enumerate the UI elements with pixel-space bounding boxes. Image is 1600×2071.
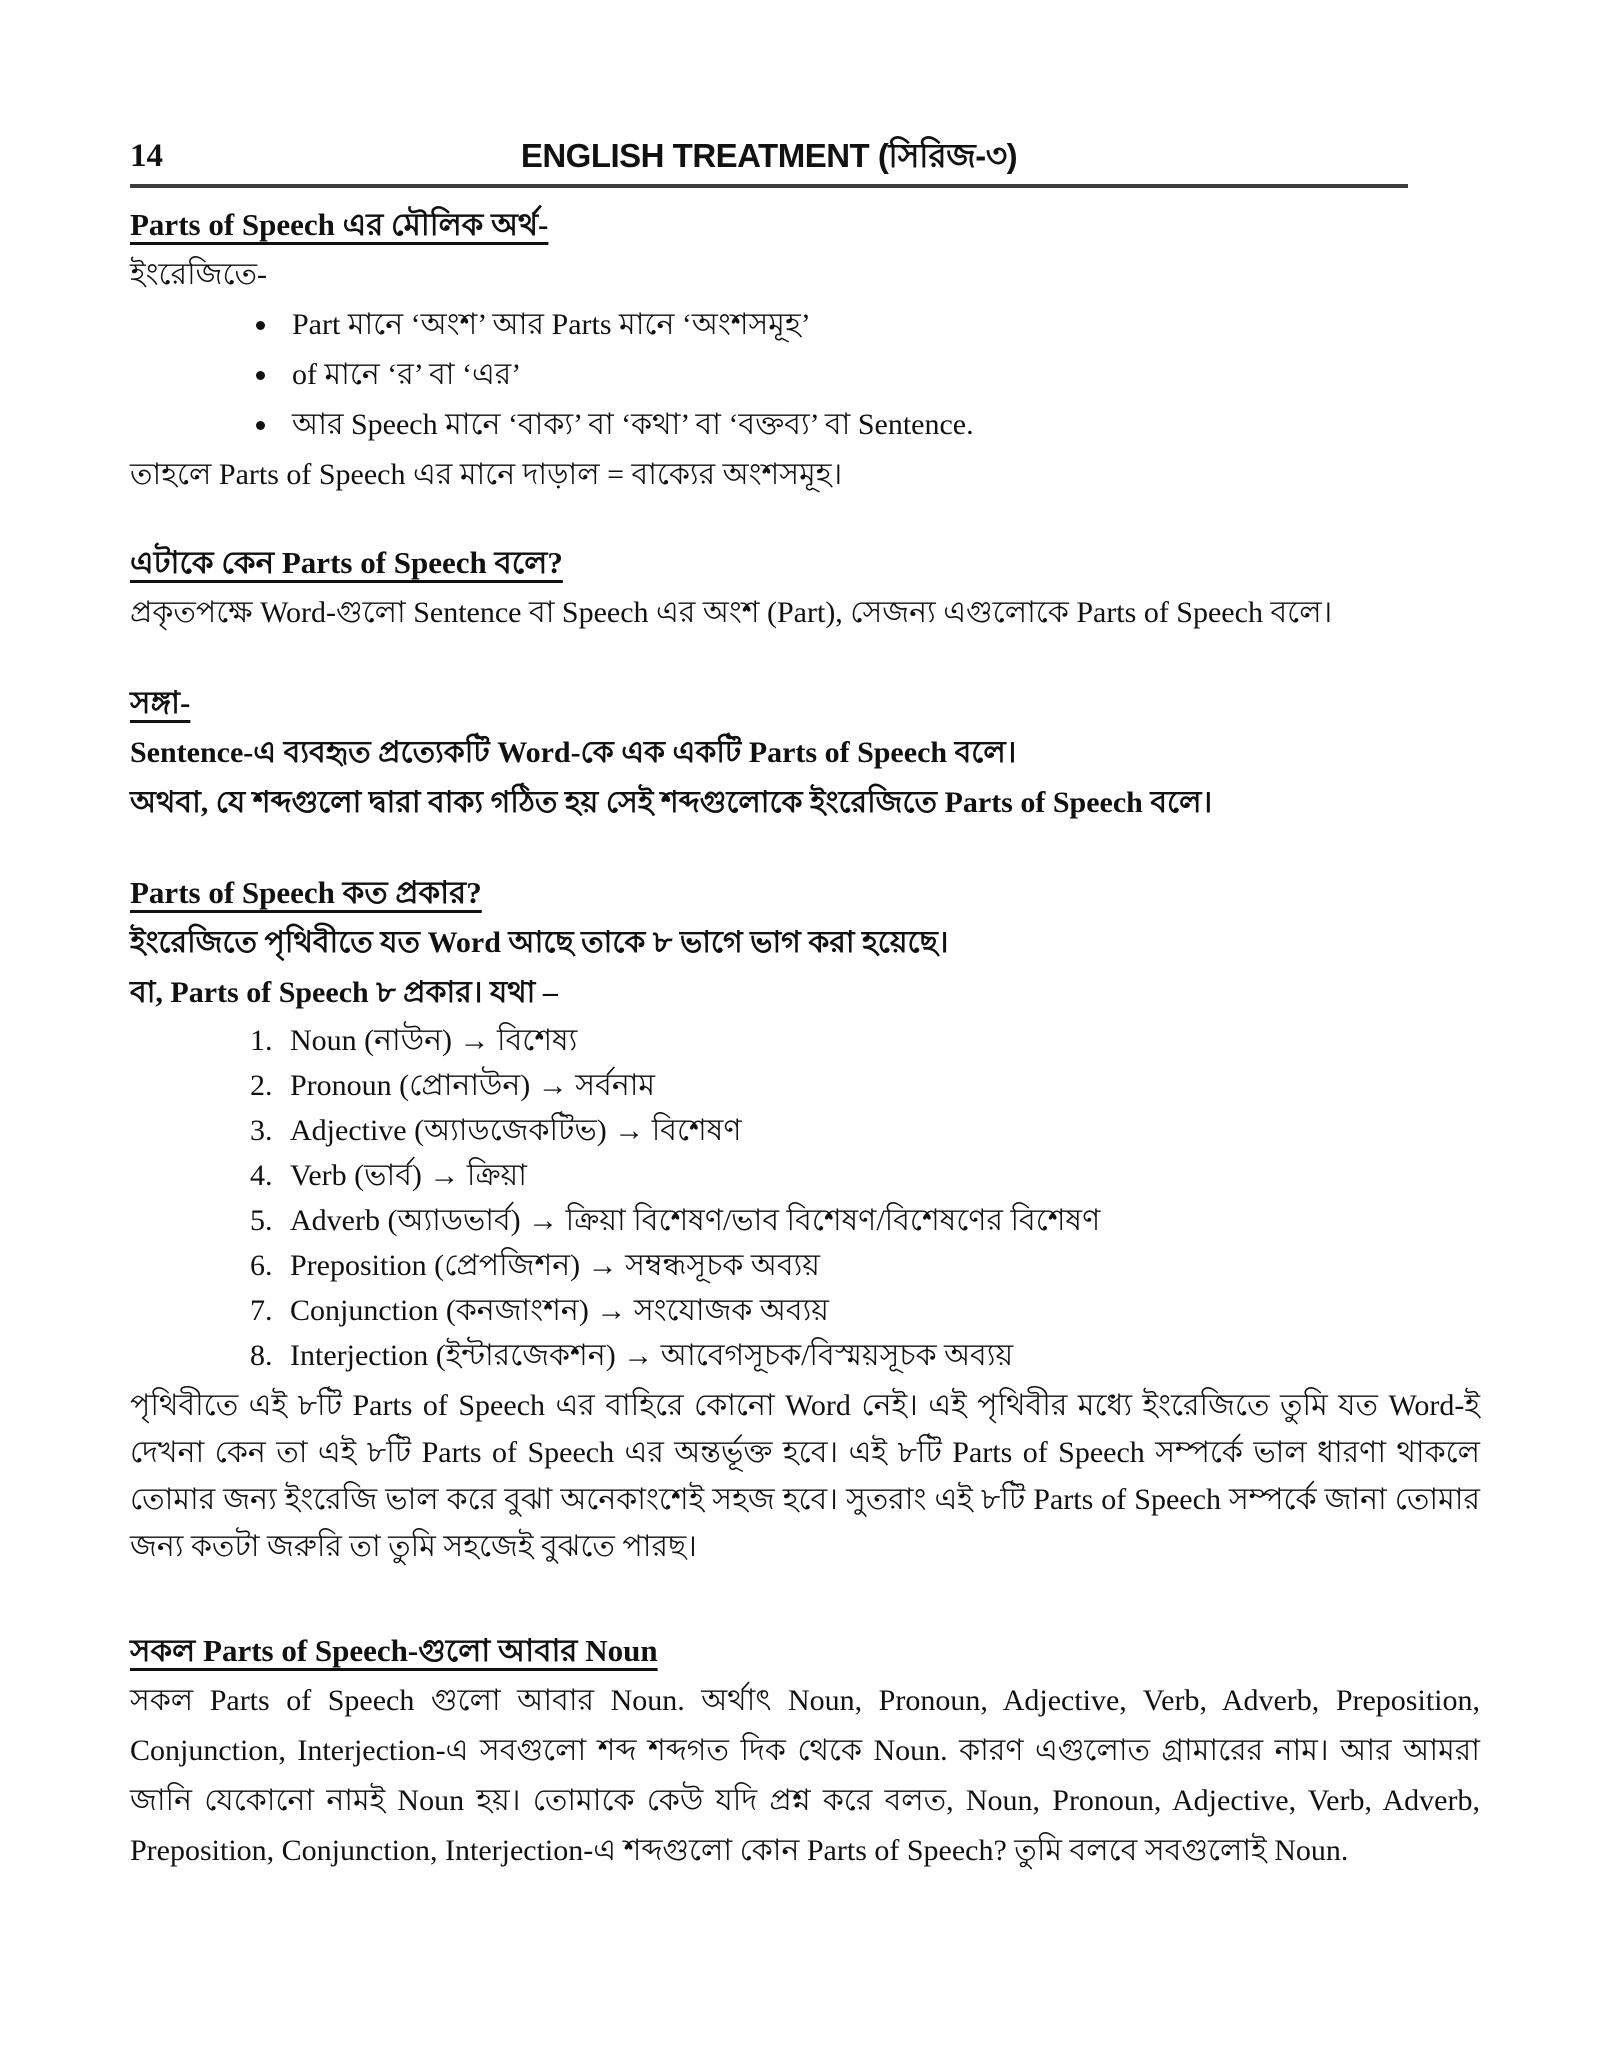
page-number: 14 xyxy=(130,138,163,174)
section-all-noun-heading: সকল Parts of Speech-গুলো আবার Noun xyxy=(130,1633,658,1668)
section-why xyxy=(130,538,1480,638)
section-why-heading: এটাকে কেন Parts of Speech বলে? xyxy=(130,545,563,580)
section-why-body: প্রকৃতপক্ষে Word-গুলো Sentence বা Speech এর অংশ (Part), সেজন্য এগুলোকে Parts of Speech বলে। xyxy=(130,596,1333,629)
section-all-noun xyxy=(130,1626,1480,1876)
numbered-item-interjection: 8. Interjection (ইন্টারজেকশন) → আবেগসূচক/বিস্ময়সূচক অব্যয় xyxy=(280,1333,1480,1378)
section-definition xyxy=(130,678,1480,828)
section-types-heading: Parts of Speech কত প্রকার? xyxy=(130,875,482,910)
bullet-item: • of মানে ‘র’ বা ‘এর’ xyxy=(280,350,1480,400)
types-line-1: ইংরেজিতে পৃথিবীতে যত Word আছে তাকে ৮ ভাগে ভাগ করা হয়েছে। xyxy=(130,926,949,959)
parts-of-speech-list xyxy=(130,1018,1480,1378)
book-title: ENGLISH TREATMENT (সিরিজ-৩) xyxy=(520,137,1018,174)
definition-line-1: Sentence-এ ব্যবহৃত প্রত্যেকটি Word-কে এক একটি Parts of Speech বলে। xyxy=(130,736,1017,769)
section-basic-conclusion: তাহলে Parts of Speech এর মানে দাড়াল = বাক্যের অংশসমূহ। xyxy=(130,458,843,491)
basic-meaning-list xyxy=(130,300,1480,450)
bullet-item: • Part মানে ‘অংশ’ আর Parts মানে ‘অংশসমূহ’ xyxy=(280,300,1480,350)
all-noun-paragraph: সকল Parts of Speech গুলো আবার Noun. অর্থাৎ Noun, Pronoun, Adjective, Verb, Adverb, Preposition, Conjunction, Interjection-এ সবগুলো শব্দ শব্দগত দিক থেকে Noun. কারণ এগুলোত গ্রামারের নাম। আর আমরা জানি যেকোনো নামই Noun হয়। তোমাকে কেউ যদি প্রশ্ন করে বলত, Noun, Pronoun, Adjective, Verb, Adverb, Preposition, Conjunction, Interjection-এ শব্দগুলো কোন Parts of Speech? তুমি বলবে সবগুলোই Noun. xyxy=(130,1684,1480,1867)
numbered-item-pronoun: 2. Pronoun (প্রোনাউন) → সর্বনাম xyxy=(280,1063,1480,1108)
section-basic-intro: ইংরেজিতে- xyxy=(130,258,268,291)
numbered-item-preposition: 6. Preposition (প্রেপজিশন) → সম্বন্ধসূচক অব্যয় xyxy=(280,1243,1480,1288)
types-paragraph: পৃথিবীতে এই ৮টি Parts of Speech এর বাহিরে কোনো Word নেই। এই পৃথিবীর মধ্যে ইংরেজিতে তুমি যত Word-ই দেখনা কেন তা এই ৮টি Parts of Speech এর অন্তর্ভূক্ত হবে। এই ৮টি Parts of Speech সম্পর্কে ভাল ধারণা থাকলে তোমার জন্য ইংরেজি ভাল করে বুঝা অনেকাংশেই সহজ হবে। সুতরাং এই ৮টি Parts of Speech সম্পর্কে জানা তোমার জন্য কতটা জরুরি তা তুমি সহজেই বুঝতে পারছ। xyxy=(130,1389,1480,1563)
types-line-2: বা, Parts of Speech ৮ প্রকার। যথা – xyxy=(130,976,558,1009)
section-definition-heading: সঙ্গা- xyxy=(130,685,191,720)
bullet-item: • আর Speech মানে ‘বাক্য’ বা ‘কথা’ বা ‘বক্তব্য’ বা Sentence. xyxy=(280,400,1480,450)
section-basic-heading: Parts of Speech এর মৌলিক অর্থ- xyxy=(130,207,549,242)
numbered-item-adverb: 5. Adverb (অ্যাডভার্ব) → ক্রিয়া বিশেষণ/ভাব বিশেষণ/বিশেষণের বিশেষণ xyxy=(280,1198,1480,1243)
numbered-item-noun: 1. Noun (নাউন) → বিশেষ্য xyxy=(280,1018,1480,1063)
numbered-item-verb: 4. Verb (ভার্ব) → ক্রিয়া xyxy=(280,1153,1480,1198)
numbered-item-conjunction: 7. Conjunction (কনজাংশন) → সংযোজক অব্যয় xyxy=(280,1288,1480,1333)
page-header xyxy=(130,138,1408,188)
section-basic-meaning xyxy=(130,200,1480,500)
definition-line-2: অথবা, যে শব্দগুলো দ্বারা বাক্য গঠিত হয় সেই শব্দগুলোকে ইংরেজিতে Parts of Speech বলে। xyxy=(130,786,1213,819)
section-types xyxy=(130,868,1480,1570)
numbered-item-adjective: 3. Adjective (অ্যাডজেকটিভ) → বিশেষণ xyxy=(280,1108,1480,1153)
